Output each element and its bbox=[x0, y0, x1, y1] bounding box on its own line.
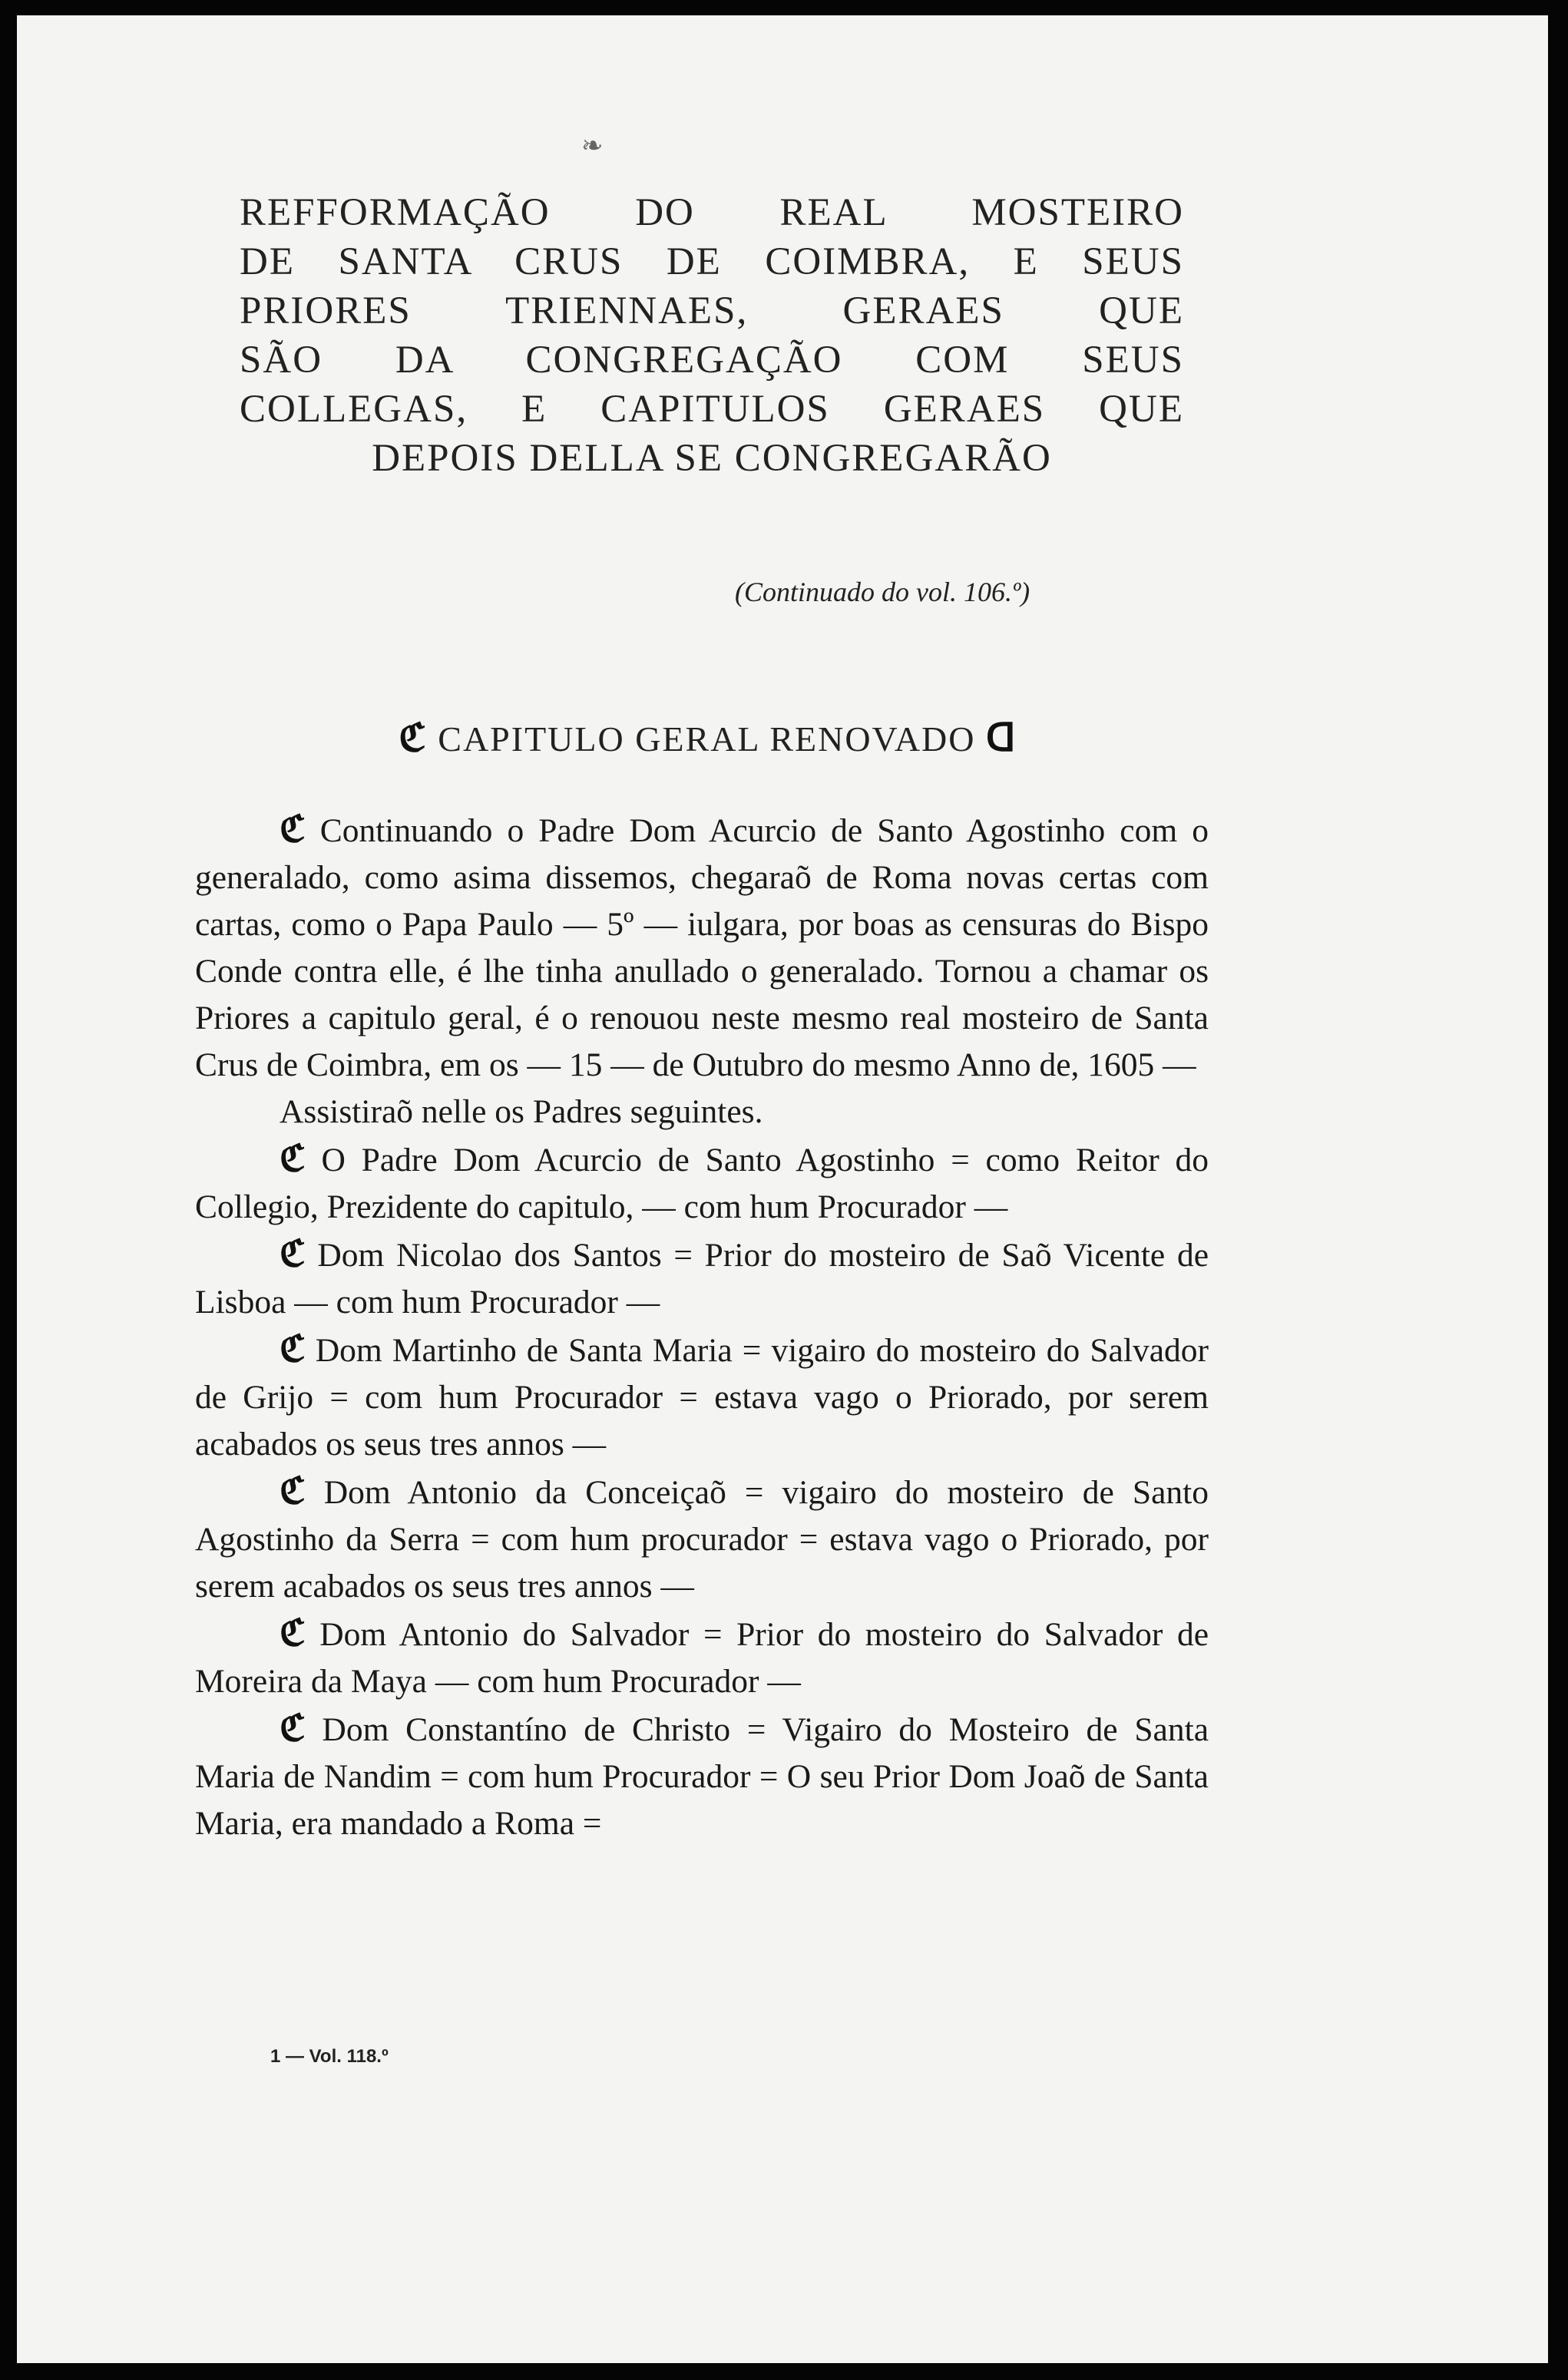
title-line: DEPOIS DELLA SE CONGREGARÃO bbox=[372, 437, 1052, 480]
pilcrow-icon: ℭ bbox=[280, 808, 306, 851]
title-line: COLLEGAS, E CAPITULOS GERAES QUE bbox=[240, 388, 1184, 431]
paragraph bbox=[195, 1231, 1209, 1326]
paragraph bbox=[195, 1326, 1209, 1468]
pilcrow-icon: ℭ bbox=[280, 1327, 306, 1370]
title-line: PRIORES TRIENNAES, GERAES QUE bbox=[240, 289, 1184, 332]
paragraph-text: O Padre Dom Acurcio de Santo Agostinho = como Reitor do Collegio, Prezidente do capitulo, — com hum Procurador — bbox=[195, 1142, 1209, 1225]
continued-note: (Continuado do vol. 106.º) bbox=[735, 577, 1030, 607]
chapter-heading bbox=[309, 714, 1107, 760]
body-text bbox=[195, 806, 1209, 1847]
page-footer: 1 — Vol. 118.º bbox=[270, 2046, 389, 2067]
pilcrow-icon: ℭ bbox=[280, 1232, 306, 1275]
title-line: DE SANTA CRUS DE COIMBRA, E SEUS bbox=[240, 240, 1184, 283]
pilcrow-icon: ℭ bbox=[280, 1611, 306, 1654]
chapter-title: CAPITULO GERAL RENOVADO bbox=[438, 719, 976, 759]
title-line: REFFORMAÇÃO DO REAL MOSTEIRO bbox=[240, 191, 1184, 234]
pilcrow-icon: ℭ bbox=[280, 1469, 306, 1512]
paragraph-text: Assistiraõ nelle os Padres seguintes. bbox=[280, 1093, 763, 1130]
paragraph bbox=[195, 1135, 1209, 1231]
paragraph bbox=[195, 1705, 1209, 1847]
paragraph bbox=[195, 806, 1209, 1089]
paragraph-text: Dom Martinho de Santa Maria = vigairo do mosteiro do Salvador de Grijo = com hum Procurador = estava vago o Priorado, por serem acabados os seus tres annos — bbox=[195, 1332, 1209, 1463]
pilcrow-icon: ℭ bbox=[280, 1707, 306, 1750]
document-page bbox=[17, 15, 1548, 2363]
title-line: SÃO DA CONGREGAÇÃO COM SEUS bbox=[240, 339, 1184, 382]
paragraph-text: Continuando o Padre Dom Acurcio de Santo Agostinho com o generalado, como asima dissemos, chegaraõ de Roma novas certas com cartas, como o Papa Paulo — 5º — iulgara, por boas as censuras do Bispo Conde contra elle, é lhe tinha anullado o generalado. Tornou a chamar os Priores a capitulo geral, é o renouou neste mesmo real mosteiro de Santa Crus de Coimbra, em os — 15 — de Outubro do mesmo Anno de, 1605 — bbox=[195, 812, 1209, 1083]
pilcrow-icon: ℭ bbox=[280, 1137, 306, 1180]
paragraph bbox=[195, 1468, 1209, 1610]
paragraph-text: Dom Antonio do Salvador = Prior do mosteiro do Salvador de Moreira da Maya — com hum Procurador — bbox=[195, 1616, 1209, 1700]
page-title bbox=[240, 188, 1184, 483]
paragraph-text: Dom Antonio da Conceiçaõ = vigairo do mosteiro de Santo Agostinho da Serra = com hum procurador = estava vago o Priorado, por serem acabados os seus tres annos — bbox=[195, 1474, 1209, 1605]
paragraph bbox=[195, 1089, 1209, 1135]
paragraph bbox=[195, 1610, 1209, 1705]
pilcrow-right-icon: ᗡ bbox=[986, 714, 1017, 760]
ornament-icon: ❧ bbox=[581, 131, 604, 161]
paragraph-text: Dom Nicolao dos Santos = Prior do mosteiro de Saõ Vicente de Lisboa — com hum Procurador — bbox=[195, 1237, 1209, 1321]
paragraph-text: Dom Constantíno de Christo = Vigairo do Mosteiro de Santa Maria de Nandim = com hum Procurador = O seu Prior Dom Joaõ de Santa Maria, era mandado a Roma = bbox=[195, 1711, 1209, 1842]
pilcrow-left-icon: ℭ bbox=[399, 714, 428, 760]
